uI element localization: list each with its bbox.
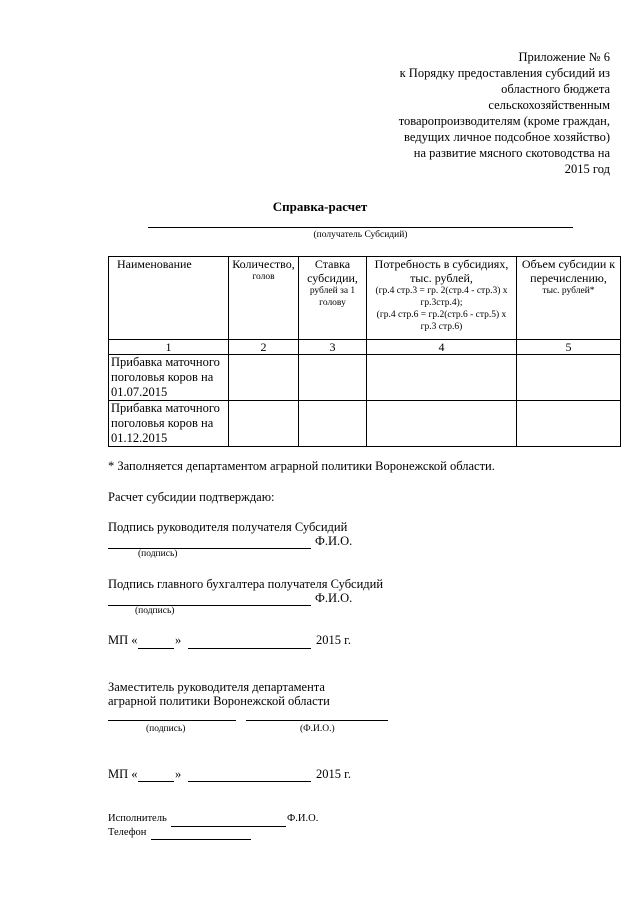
appendix-note (310, 49, 610, 177)
document-title: Справка-расчет (272, 199, 368, 214)
column-number: 5 (517, 340, 621, 355)
stamp-month-line[interactable] (188, 648, 311, 649)
deputy-fio-caption: (Ф.И.О.) (300, 724, 335, 734)
cell-transfer[interactable] (517, 401, 621, 447)
table-row (109, 355, 621, 401)
appendix-line: Приложение № 6 (518, 50, 610, 64)
header-rate-label: Ставка субсидии, (307, 257, 358, 285)
header-need-formula-2: (гр.4 стр.6 = гр.2(стр.6 - стр.5) х гр.3 стр.6) (376, 310, 507, 332)
deputy-fio-line[interactable] (246, 720, 388, 721)
head-signature-caption: (подпись) (138, 549, 178, 559)
appendix-line: 2015 год (564, 162, 610, 176)
header-rate-unit: рублей за 1 голову (309, 286, 356, 308)
cell-quantity[interactable] (229, 401, 299, 447)
header-need-label: Потребность в субсидиях, тыс. рублей, (374, 257, 509, 285)
header-transfer-label: Объем субсидии к перечислению, (521, 257, 616, 285)
header-quantity (229, 257, 299, 340)
cell-quantity[interactable] (229, 355, 299, 401)
row-name: Прибавка маточного поголовья коров на 01.07.2015 (109, 355, 229, 401)
deputy-title-line1: Заместитель руководителя департамента (108, 680, 325, 694)
executor-line[interactable] (171, 826, 286, 827)
column-number: 3 (299, 340, 367, 355)
stamp-day-line[interactable] (138, 648, 174, 649)
appendix-line: к Порядку предоставления субсидий из (399, 66, 610, 80)
stamp-year: 2015 г. (316, 767, 351, 781)
deputy-title-line2: аграрной политики Воронежской области (108, 694, 330, 708)
head-signature-title: Подпись руководителя получателя Субсидий (108, 520, 348, 534)
stamp-quote-close: » (175, 767, 182, 781)
table-row (109, 401, 621, 447)
phone-line[interactable] (151, 839, 251, 840)
stamp-month-line[interactable] (188, 781, 311, 782)
accountant-signature-fio: Ф.И.О. (315, 591, 353, 605)
header-need-formula-1: (гр.4 стр.3 = гр. 2(стр.4 - стр.3) х гр.3стр.4); (375, 286, 508, 308)
appendix-line: сельскохозяйственным (488, 98, 610, 112)
footnote: * Заполняется департаментом аграрной политики Воронежской области. (108, 459, 495, 473)
table-header-row (109, 257, 621, 340)
executor-fio: Ф.И.О. (287, 813, 319, 824)
deputy-signature-caption: (подпись) (146, 724, 186, 734)
appendix-line: на развитие мясного скотоводства на (413, 146, 610, 160)
calculation-table (108, 256, 621, 447)
column-number: 1 (109, 340, 229, 355)
stamp-year: 2015 г. (316, 633, 351, 647)
accountant-signature-caption: (подпись) (135, 606, 175, 616)
header-transfer-unit: тыс. рублей* (542, 286, 595, 296)
appendix-line: ведущих личное подсобное хозяйство) (404, 130, 610, 144)
appendix-line: областного бюджета (501, 82, 610, 96)
cell-rate[interactable] (299, 355, 367, 401)
appendix-line: товаропроизводителям (кроме граждан, (398, 114, 610, 128)
column-number: 4 (367, 340, 517, 355)
cell-need[interactable] (367, 401, 517, 447)
header-quantity-label: Количество, (232, 257, 295, 271)
column-number-row (109, 340, 621, 355)
recipient-caption: (получатель Субсидий) (313, 230, 408, 240)
executor-label: Исполнитель (108, 813, 167, 824)
cell-transfer[interactable] (517, 355, 621, 401)
deputy-signature-line[interactable] (108, 720, 236, 721)
head-signature-fio: Ф.И.О. (315, 534, 353, 548)
stamp-label: МП « (108, 633, 138, 647)
row-name: Прибавка маточного поголовья коров на 01.12.2015 (109, 401, 229, 447)
header-rate (299, 257, 367, 340)
cell-rate[interactable] (299, 401, 367, 447)
confirm-text: Расчет субсидии подтверждаю: (108, 490, 275, 504)
cell-need[interactable] (367, 355, 517, 401)
phone-label: Телефон (108, 827, 147, 838)
header-name-label: Наименование (117, 257, 192, 271)
column-number: 2 (229, 340, 299, 355)
header-quantity-unit: голов (252, 272, 275, 282)
stamp-quote-close: » (175, 633, 182, 647)
header-need (367, 257, 517, 340)
recipient-field-line[interactable] (148, 227, 573, 228)
header-name (109, 257, 229, 340)
stamp-day-line[interactable] (138, 781, 174, 782)
stamp-label: МП « (108, 767, 138, 781)
header-transfer (517, 257, 621, 340)
accountant-signature-title: Подпись главного бухгалтера получателя Субсидий (108, 577, 384, 591)
